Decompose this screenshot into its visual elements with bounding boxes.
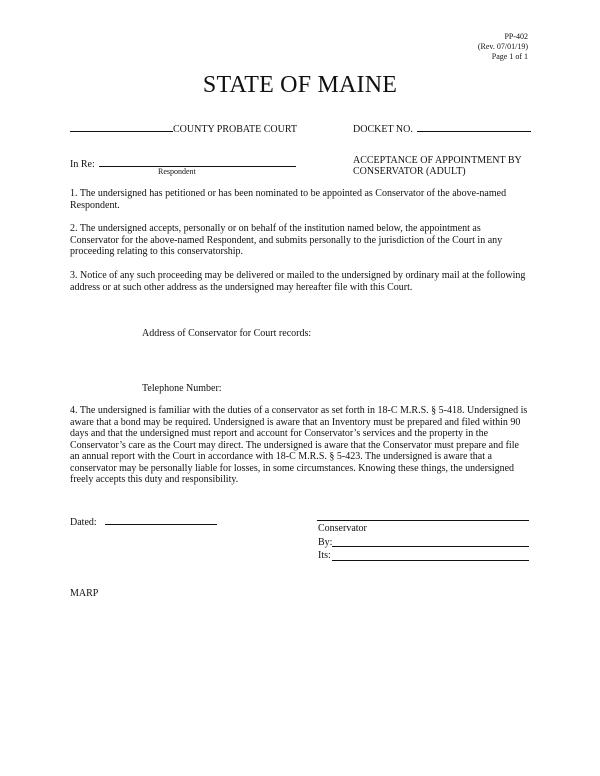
footer-code: MARP: [70, 588, 99, 599]
form-subject-line-1: ACCEPTANCE OF APPOINTMENT BY: [353, 155, 522, 166]
dated-label: Dated:: [70, 517, 97, 528]
docket-line: [353, 120, 531, 135]
dated-line: [70, 513, 217, 528]
form-subject: [353, 155, 522, 177]
conservator-signature-line[interactable]: [317, 520, 529, 521]
form-subject-line-2: CONSERVATOR (ADULT): [353, 166, 466, 177]
docket-number-field[interactable]: [417, 120, 531, 132]
respondent-name-field[interactable]: [99, 155, 296, 167]
paragraph-4: 4. The undersigned is familiar with the duties of a conservator as set forth in 18-C M.R.S. § 5-418. Undersigned is aware that a bond may be required. Undersigned is aware that an Inventory must be prepared and filed within 90 days and that the undersigned must report and account for Conservator’s services and the property in the Conservator’s care as the Court may direct. The undersigned is aware that the Conservator must prepare and file an annual report with the Court in accordance with 18-C M.R.S. § 5-423. The undersigned is aware that a conservator may be personally liable for losses, in some circumstances. Knowing these things, the undersigned freely accepts this duty and responsibility.: [70, 405, 528, 485]
form-page: Page 1 of 1: [491, 52, 528, 61]
by-signature-line[interactable]: [332, 546, 529, 547]
court-line: [70, 120, 297, 135]
form-revision: (Rev. 07/01/19): [477, 42, 528, 51]
docket-label: DOCKET NO.: [353, 124, 413, 135]
address-label: Address of Conservator for Court records:: [142, 328, 312, 339]
form-number: PP-402: [504, 32, 528, 41]
its-label: Its:: [318, 550, 331, 561]
conservator-label: Conservator: [318, 523, 367, 534]
respondent-caption: Respondent: [158, 167, 196, 176]
date-field[interactable]: [105, 513, 217, 525]
page-title: STATE OF MAINE: [202, 72, 398, 98]
in-re-label: In Re:: [70, 159, 95, 170]
paragraph-3: 3. Notice of any such proceeding may be delivered or mailed to the undersigned by ordinary mail at the following address or at such other address as the undersigned may hereafter file with this Court.: [70, 270, 526, 293]
form-meta: [478, 32, 528, 62]
court-label: COUNTY PROBATE COURT: [173, 124, 298, 135]
its-title-line[interactable]: [332, 560, 529, 561]
paragraph-1: 1. The undersigned has petitioned or has been nominated to be appointed as Conservator of the above-named Respondent.: [70, 188, 507, 211]
telephone-label: Telephone Number:: [142, 383, 222, 394]
paragraph-2: 2. The undersigned accepts, personally or on behalf of the institution named below, the appointment as Conservator for the above-named Respondent, and submits personally to the jurisdiction of the Court in any proceeding relating to this conservatorship.: [70, 223, 503, 257]
county-field[interactable]: [70, 120, 173, 132]
by-label: By:: [318, 537, 333, 548]
